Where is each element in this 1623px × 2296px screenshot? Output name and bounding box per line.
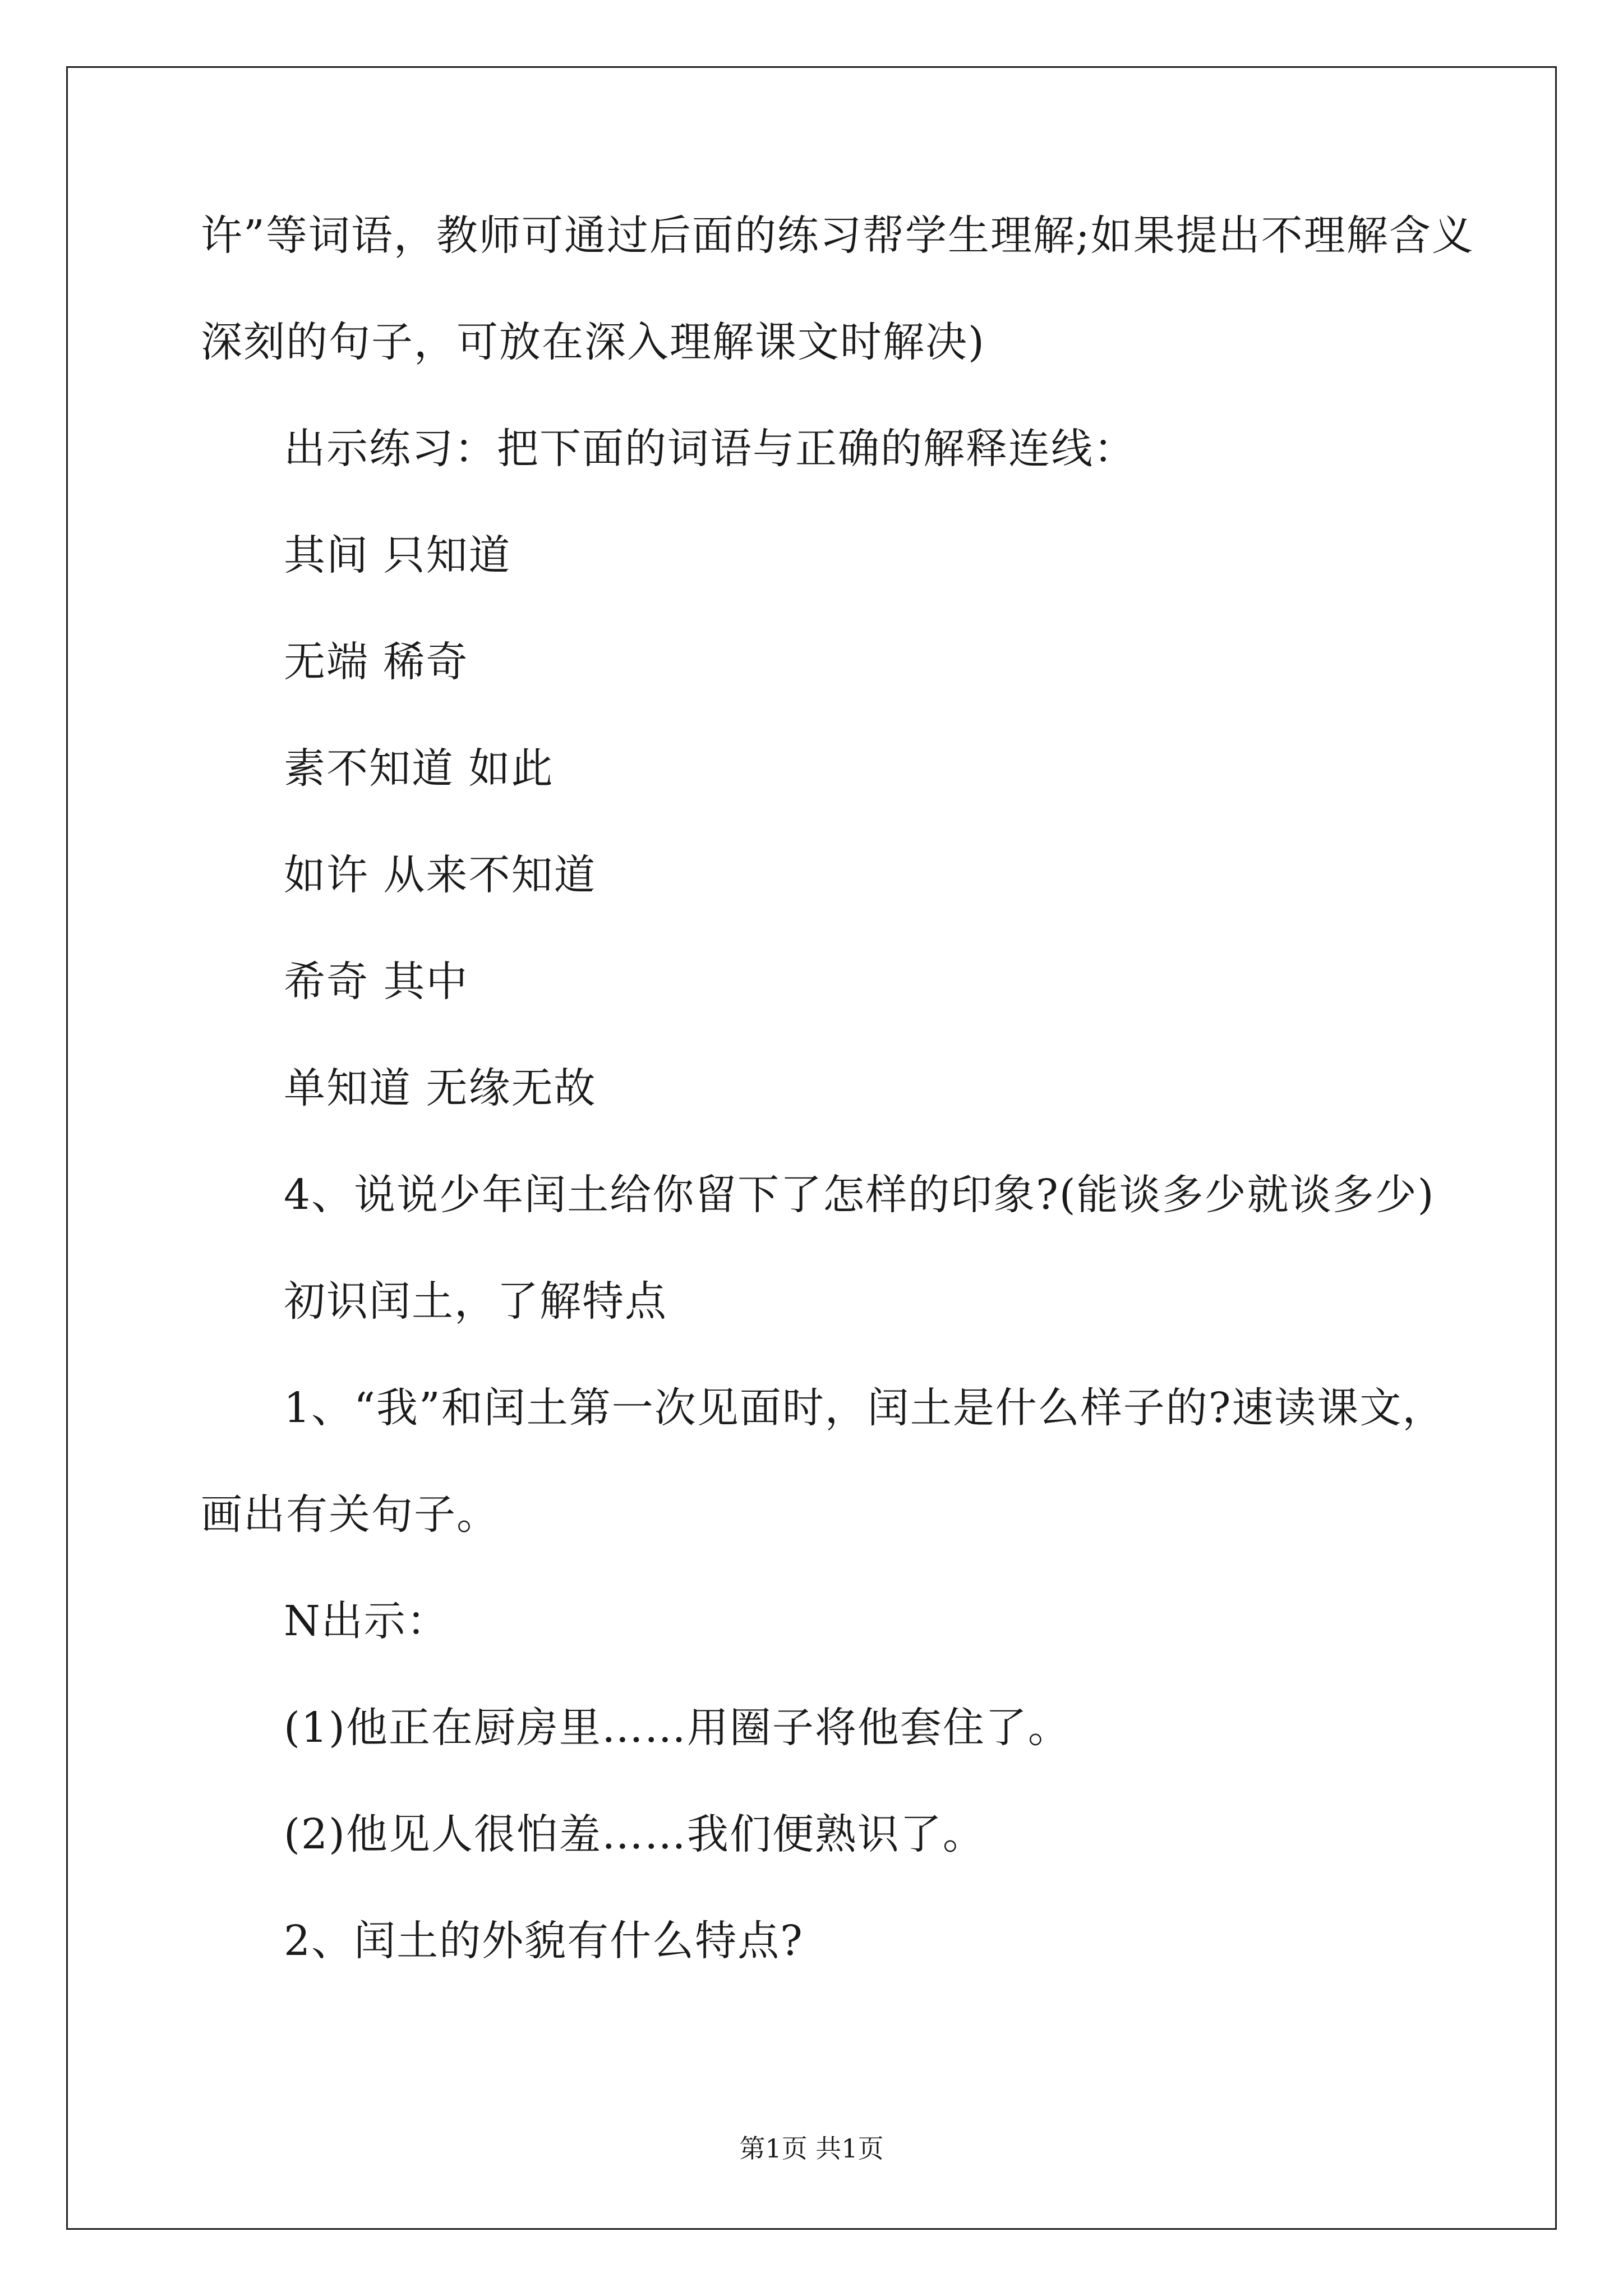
question-1: 1、“我”和闰土第一次见面时，闰土是什么样子的?速读课文，	[284, 1384, 1445, 1432]
word-pair-6: 单知道 无缘无故	[284, 1064, 597, 1112]
word-pair-4: 如许 从来不知道	[284, 851, 597, 899]
word-pair-2: 无端 稀奇	[284, 638, 469, 686]
show-label: N出示：	[284, 1597, 449, 1645]
quote-2: (2)他见人很怕羞……我们便熟识了。	[284, 1810, 985, 1858]
word-pair-1: 其间 只知道	[284, 531, 511, 579]
question-1-continued: 画出有关句子。	[201, 1490, 499, 1539]
question-2: 2、闰土的外貌有什么特点?	[284, 1917, 804, 1965]
page-border	[66, 66, 1557, 2230]
exercise-heading: 出示练习：把下面的词语与正确的解释连线：	[284, 425, 1136, 473]
section-heading: 初识闰土，了解特点	[284, 1277, 667, 1326]
question-4: 4、说说少年闰土给你留下了怎样的印象?(能谈多少就谈多少)	[284, 1171, 1435, 1219]
page-footer: 第1页 共1页	[739, 2133, 884, 2164]
text-line-1: 许”等词语，教师可通过后面的练习帮学生理解;如果提出不理解含义	[201, 211, 1474, 260]
word-pair-5: 希奇 其中	[284, 958, 469, 1006]
quote-1: (1)他正在厨房里……用圈子将他套住了。	[284, 1704, 1071, 1752]
text-line-2: 深刻的句子，可放在深入理解课文时解决)	[201, 318, 985, 366]
word-pair-3: 素不知道 如此	[284, 744, 554, 793]
